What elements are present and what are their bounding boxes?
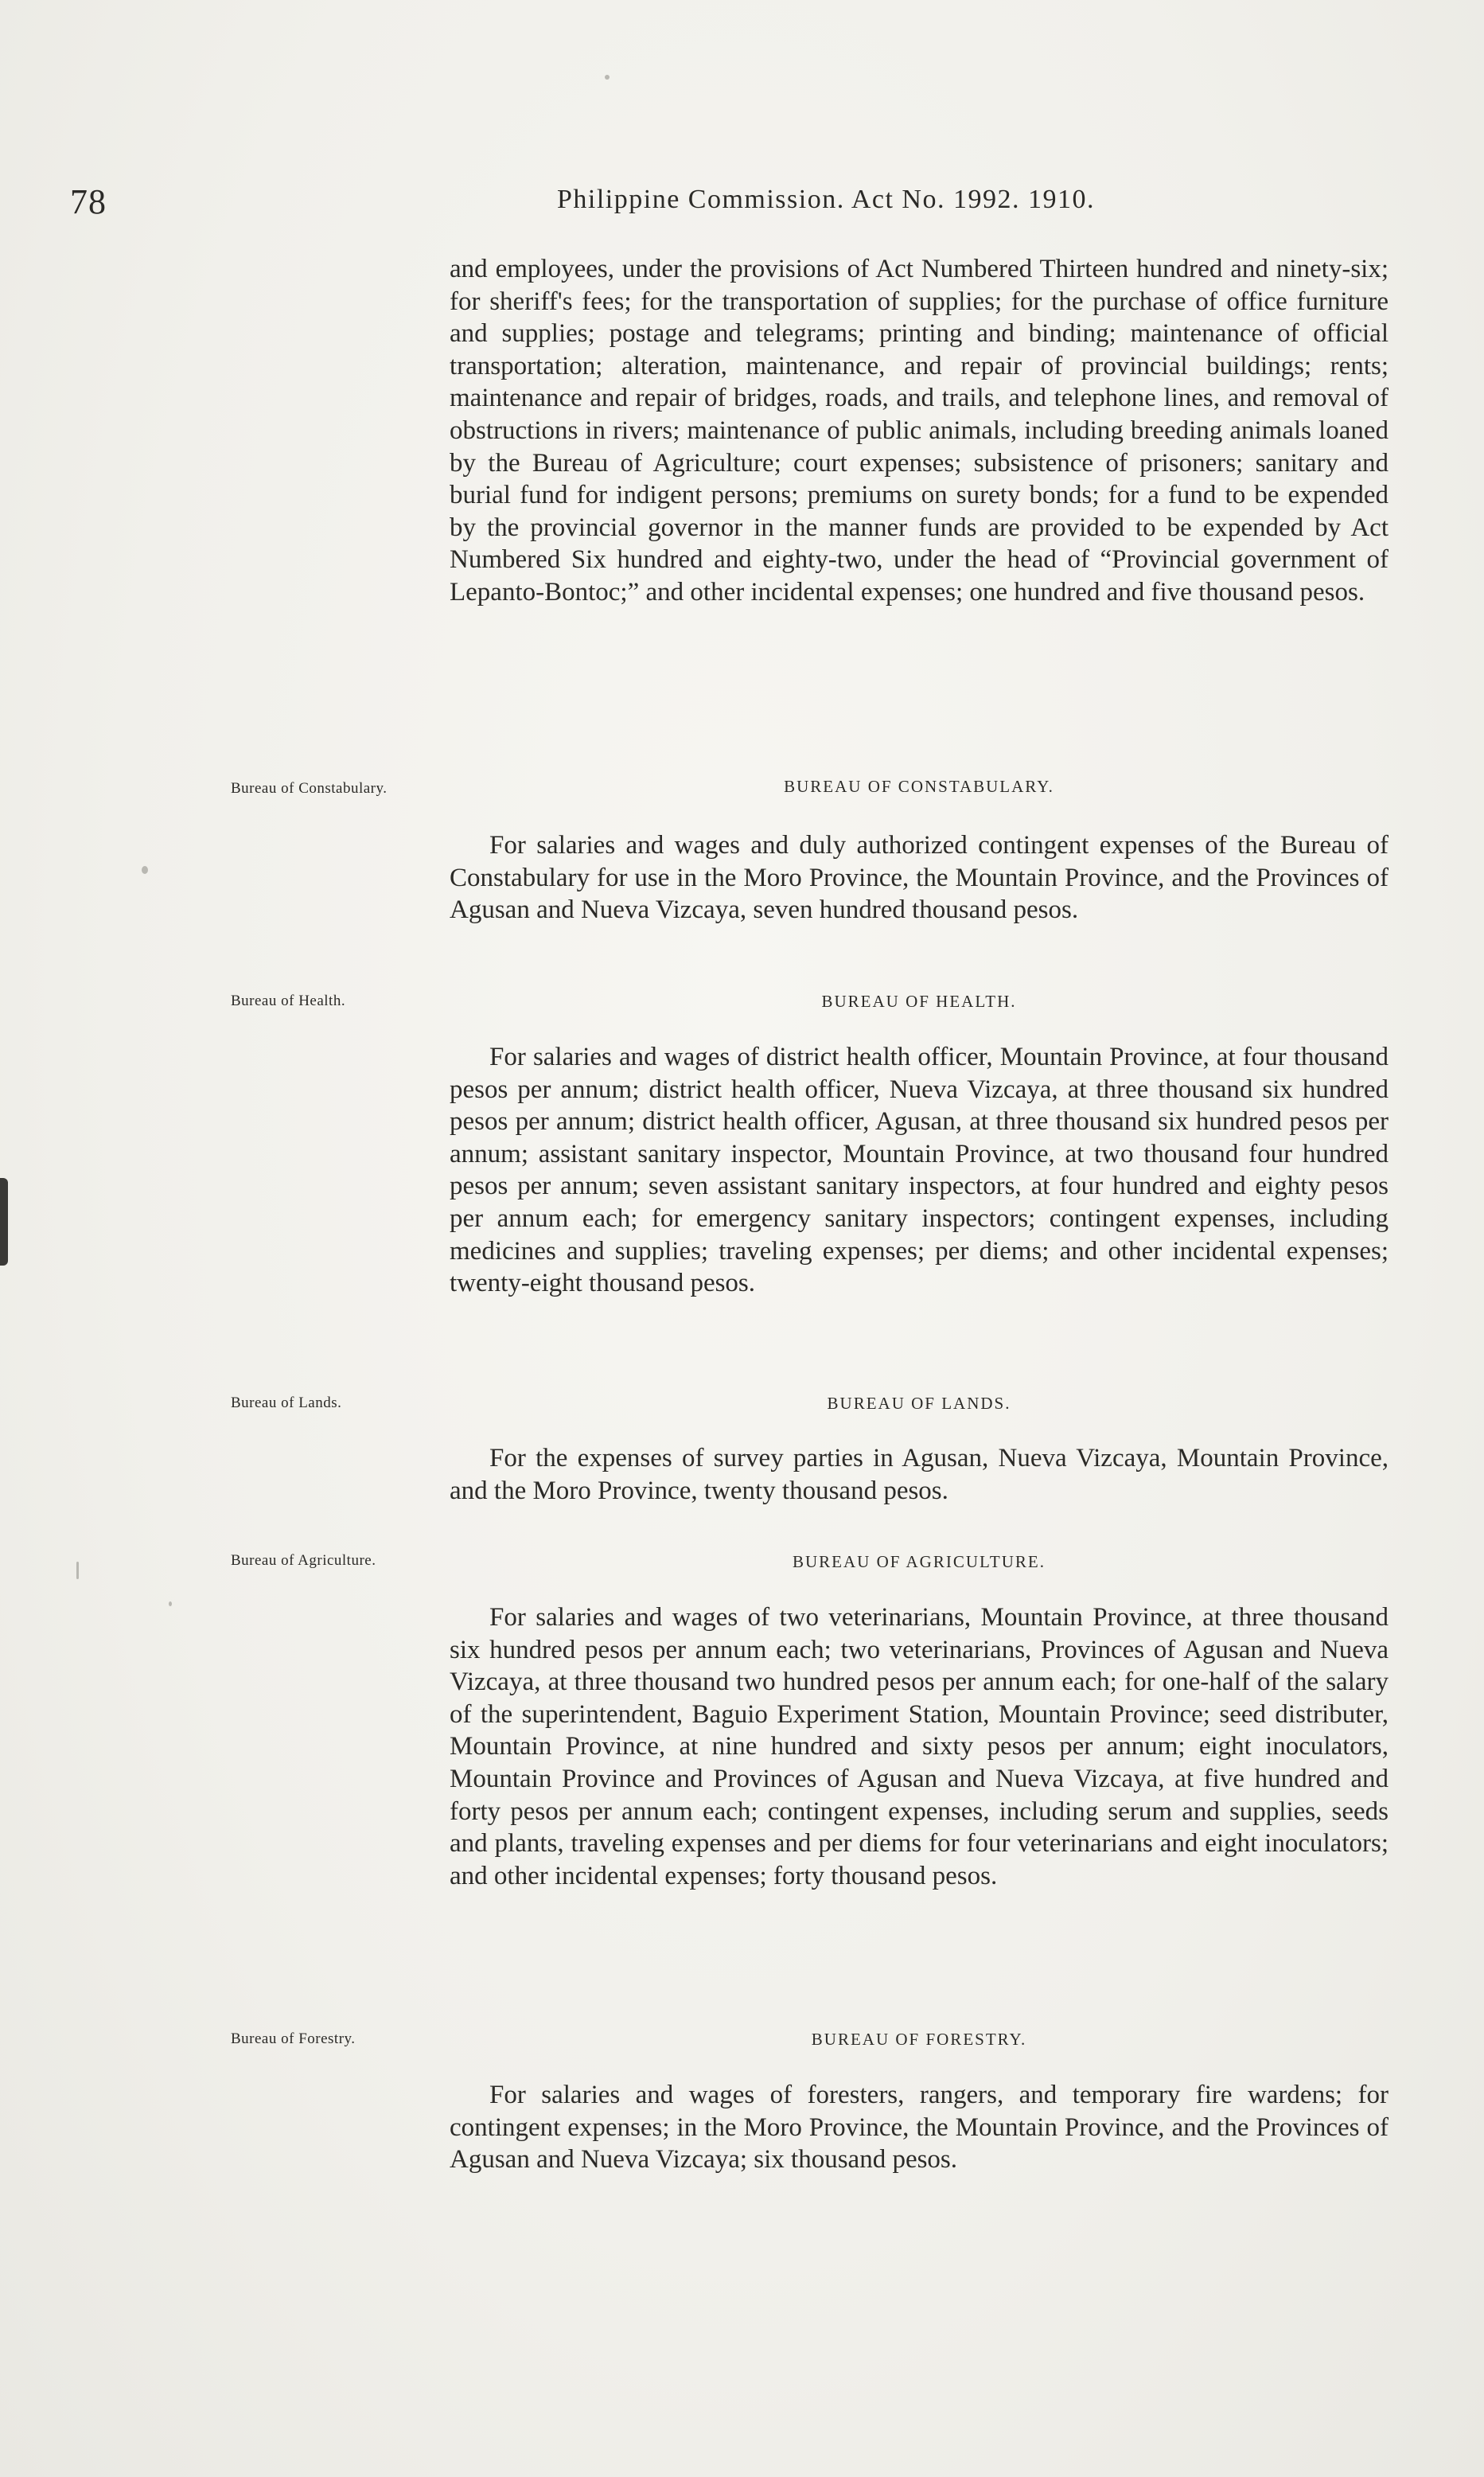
page-edge-shadow bbox=[0, 1178, 8, 1266]
section-agriculture bbox=[450, 1601, 1389, 1892]
margin-note-health: Bureau of Health. bbox=[231, 993, 346, 1009]
margin-note-lands: Bureau of Lands. bbox=[231, 1395, 342, 1411]
heading-forestry: BUREAU OF FORESTRY. bbox=[811, 2030, 1027, 2049]
paragraph-lands: For the expenses of survey parties in Agusan, Nueva Vizcaya, Mountain Province, and the Moro Province, twenty thousand pesos. bbox=[450, 1444, 1389, 1505]
paragraph-constabulary: For salaries and wages and duly authorized contingent expenses of the Bureau of Constabulary for use in the Moro Province, the Mountain Province, and the Provinces of Agusan and Nueva Vizcaya, seven hundred thousand pesos. bbox=[450, 831, 1389, 925]
heading-health: BUREAU OF HEALTH. bbox=[821, 992, 1017, 1011]
paper-speck bbox=[142, 866, 148, 874]
running-head: Philippine Commission. Act No. 1992. 1910. bbox=[557, 185, 1095, 214]
section-forestry bbox=[450, 2079, 1389, 2176]
paragraph-forestry: For salaries and wages of foresters, rangers, and temporary fire wardens; for contingent expenses; in the Moro Province, the Mountain Province, and the Provinces of Agusan and Nueva Vizcaya; six thousand pesos. bbox=[450, 2081, 1389, 2175]
heading-agriculture: BUREAU OF AGRICULTURE. bbox=[792, 1552, 1046, 1571]
paper-speck bbox=[169, 1601, 172, 1606]
page-number: 78 bbox=[70, 182, 107, 221]
intro-paragraph bbox=[450, 253, 1389, 609]
margin-note-forestry: Bureau of Forestry. bbox=[231, 2030, 356, 2047]
paragraph-agriculture: For salaries and wages of two veterinarians, Mountain Province, at three thousand six hundred pesos per annum each; two veterinarians, Provinces of Agusan and Nueva Vizcaya, at three thousand two hundred pesos per annum each; for one-half of the salary of the superintendent, Baguio Experiment Station, Mountain Province; seed distributer, Mountain Province, at nine hundred and sixty pesos per annum; eight inoculators, Mountain Province and Provinces of Agusan and Nueva Vizcaya, at five hundred and forty pesos per annum each; contingent expenses, including serum and supplies, seeds and plants, traveling expenses and per diems for four veterinarians and eight inoculators; and other incidental expenses; forty thousand pesos. bbox=[450, 1603, 1389, 1890]
paragraph-health: For salaries and wages of district health officer, Mountain Province, at four thousand pesos per annum; district health officer, Nueva Vizcaya, at three thousand six hundred pesos per annum; district health officer, Agusan, at three thousand six hundred pesos per annum; assistant sanitary inspector, Mountain Province, at two thousand four hundred pesos per annum; seven assistant sanitary inspectors, at four hundred and eighty pesos per annum each; for emergency sanitary inspectors; contingent expenses, including medicines and supplies; traveling expenses; per diems; and other incidental expenses; twenty-eight thousand pesos. bbox=[450, 1043, 1389, 1298]
section-lands bbox=[450, 1442, 1389, 1507]
section-constabulary bbox=[450, 829, 1389, 926]
intro-text: and employees, under the provisions of Act Numbered Thirteen hundred and ninety-six; for sheriff's fees; for the transportation of supplies; for the purchase of office furniture and supplies; postage and telegrams; printing and binding; maintenance of official transportation; alteration, maintenance, and repair of provincial buildings; rents; maintenance and repair of bridges, roads, and trails, and telephone lines, and removal of obstructions in rivers; maintenance of public animals, including breeding animals loaned by the Bureau of Agriculture; court expenses; subsistence of prisoners; sanitary and burial fund for indigent persons; premiums on surety bonds; for a fund to be expended by the provincial governor in the manner funds are provided to be expended by Act Numbered Six hundred and eighty-two, under the head of “Provincial government of Lepanto-Bontoc;” and other incidental expenses; one hundred and five thousand pesos. bbox=[450, 255, 1389, 607]
margin-note-constabulary: Bureau of Constabulary. bbox=[231, 780, 388, 797]
margin-note-agriculture: Bureau of Agriculture. bbox=[231, 1552, 376, 1569]
paper-speck bbox=[605, 75, 610, 80]
heading-lands: BUREAU OF LANDS. bbox=[827, 1394, 1011, 1413]
section-health bbox=[450, 1041, 1389, 1300]
paper-speck bbox=[76, 1562, 79, 1579]
heading-constabulary: BUREAU OF CONSTABULARY. bbox=[784, 777, 1054, 796]
